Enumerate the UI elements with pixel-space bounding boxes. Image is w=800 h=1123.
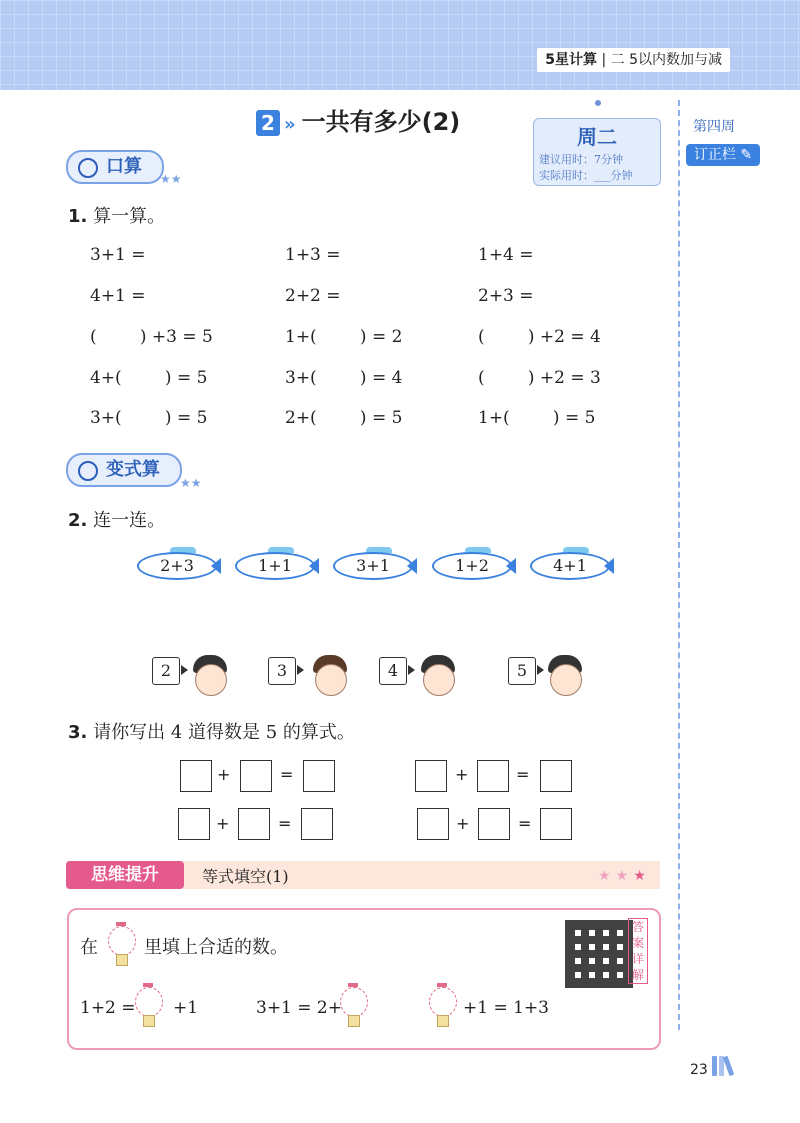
fish-card[interactable]: 3+1 [333,552,413,580]
answer-box[interactable] [540,760,572,792]
header-banner [0,0,800,90]
equation: 2+2 = [285,286,341,306]
girl-avatar [195,664,227,696]
thinking-subtitle: 等式填空(1) [202,867,289,886]
star-icon: ★★ [180,476,202,490]
girl-avatar [550,664,582,696]
lesson-number: 2 [256,110,280,136]
target-icon [78,461,98,481]
answer-box[interactable] [301,808,333,840]
fish-tail [211,558,221,574]
question-number: 1. [68,206,88,227]
equation: 3+1 = 2+ [256,998,342,1018]
correction-column-divider [678,100,682,1030]
qr-code-icon[interactable] [565,920,633,988]
lantern-icon [108,926,136,956]
equation: +1 = 1+3 [463,998,549,1018]
equation: 1+3 = [285,245,341,265]
bubble-tip [408,665,415,675]
thinking-tag: 思维提升 [66,861,184,889]
section-pill-variant [66,453,182,487]
answer-details-label[interactable]: 答案详解 [628,918,648,984]
lesson-title-text: 一共有多少(2) [301,108,461,136]
answer-box[interactable] [415,760,447,792]
question-2 [68,506,165,532]
question-3 [68,718,355,744]
answer-box[interactable] [303,760,335,792]
bubble-tip [537,665,544,675]
question-number: 3. [68,722,88,743]
equation: 3+( ) = 4 [285,368,403,388]
equation: 4+( ) = 5 [90,368,208,388]
question-text: 连一连。 [93,510,166,531]
bubble-tip [297,665,304,675]
equation: 1+4 = [478,245,534,265]
equals-sign: = [278,814,292,833]
correction-tag [686,144,760,166]
page-number: 23 [690,1062,708,1078]
section-pill-oral [66,150,164,184]
correction-label: 订正栏 [693,147,736,163]
lantern-tassel [143,1015,155,1027]
section-pill-label: 变式算 [106,459,160,480]
speech-bubble[interactable]: 5 [508,657,536,685]
equals-sign: = [516,765,530,784]
question-1 [68,202,165,228]
lantern-tassel [348,1015,360,1027]
books-icon [712,1056,733,1080]
lantern-input[interactable] [135,987,163,1017]
lantern-tassel [116,954,128,966]
equation: +1 [173,998,199,1018]
speech-bubble[interactable]: 2 [152,657,180,685]
equation: 4+1 = [90,286,146,306]
day-label: 周二 [577,125,617,149]
answer-box[interactable] [178,808,210,840]
star-icon: ★ [633,868,646,884]
equation: 3+( ) = 5 [90,408,208,428]
plus-sign: + [216,814,230,833]
girl-avatar [423,664,455,696]
fish-card[interactable]: 2+3 [137,552,217,580]
chevron-right-icon: » [284,114,296,135]
question-text: 请你写出 4 道得数是 5 的算式。 [93,722,355,743]
equation: ( ) +3 = 5 [90,327,213,347]
answer-box[interactable] [417,808,449,840]
book-spine [712,1056,717,1076]
section-pill-label: 口算 [106,156,142,177]
girl-avatar [315,664,347,696]
lesson-title [256,102,460,137]
equals-sign: = [280,765,294,784]
plus-sign: + [456,814,470,833]
equation: ( ) +2 = 3 [478,368,601,388]
book-spine [723,1056,735,1077]
equation: ( ) +2 = 4 [478,327,601,347]
plus-sign: + [455,765,469,784]
equation: 2+3 = [478,286,534,306]
answer-box[interactable] [238,808,270,840]
week-label: 第四周 [693,119,735,135]
equation: 1+( ) = 5 [478,408,596,428]
equation: 2+( ) = 5 [285,408,403,428]
plus-sign: + [217,765,231,784]
star-icon: ★★ [160,172,182,186]
thinking-instruction-end: 里填上合适的数。 [144,937,288,958]
answer-box[interactable] [478,808,510,840]
star-icon: ★ [615,868,629,884]
difficulty-stars [598,865,646,884]
fish-tail [604,558,614,574]
lantern-input[interactable] [340,987,368,1017]
answer-box[interactable] [240,760,272,792]
bubble-tip [181,665,188,675]
equals-sign: = [518,814,532,833]
answer-box[interactable] [477,760,509,792]
suggested-time: 建议用时：7分钟 [539,153,623,166]
lantern-input[interactable] [429,987,457,1017]
speech-bubble[interactable]: 4 [379,657,407,685]
stopwatch-icon [78,158,98,178]
answer-box[interactable] [540,808,572,840]
fish-card[interactable]: 1+2 [432,552,512,580]
lantern-tassel [437,1015,449,1027]
fish-tail [309,558,319,574]
speech-bubble[interactable]: 3 [268,657,296,685]
equation: 1+2 = [80,998,136,1018]
fish-card[interactable]: 1+1 [235,552,315,580]
answer-box[interactable] [180,760,212,792]
unit-tag: 5星计算 | 二 5以内数加与减 [537,48,730,72]
fish-tail [407,558,417,574]
fish-tail [506,558,516,574]
thinking-instruction-start: 在 [80,937,98,958]
question-number: 2. [68,510,88,531]
question-text: 算一算。 [93,206,166,227]
actual-time: 实际用时：___分钟 [539,169,633,182]
equation: 1+( ) = 2 [285,327,403,347]
pin-icon [595,100,601,106]
star-icon: ★ [598,868,611,884]
fish-card[interactable]: 4+1 [530,552,610,580]
pencil-icon: ✎ [740,147,753,163]
series-label: 5星计算 [545,52,598,68]
unit-label: 二 5以内数加与减 [610,52,722,68]
equation: 3+1 = [90,245,146,265]
day-card [533,118,661,186]
